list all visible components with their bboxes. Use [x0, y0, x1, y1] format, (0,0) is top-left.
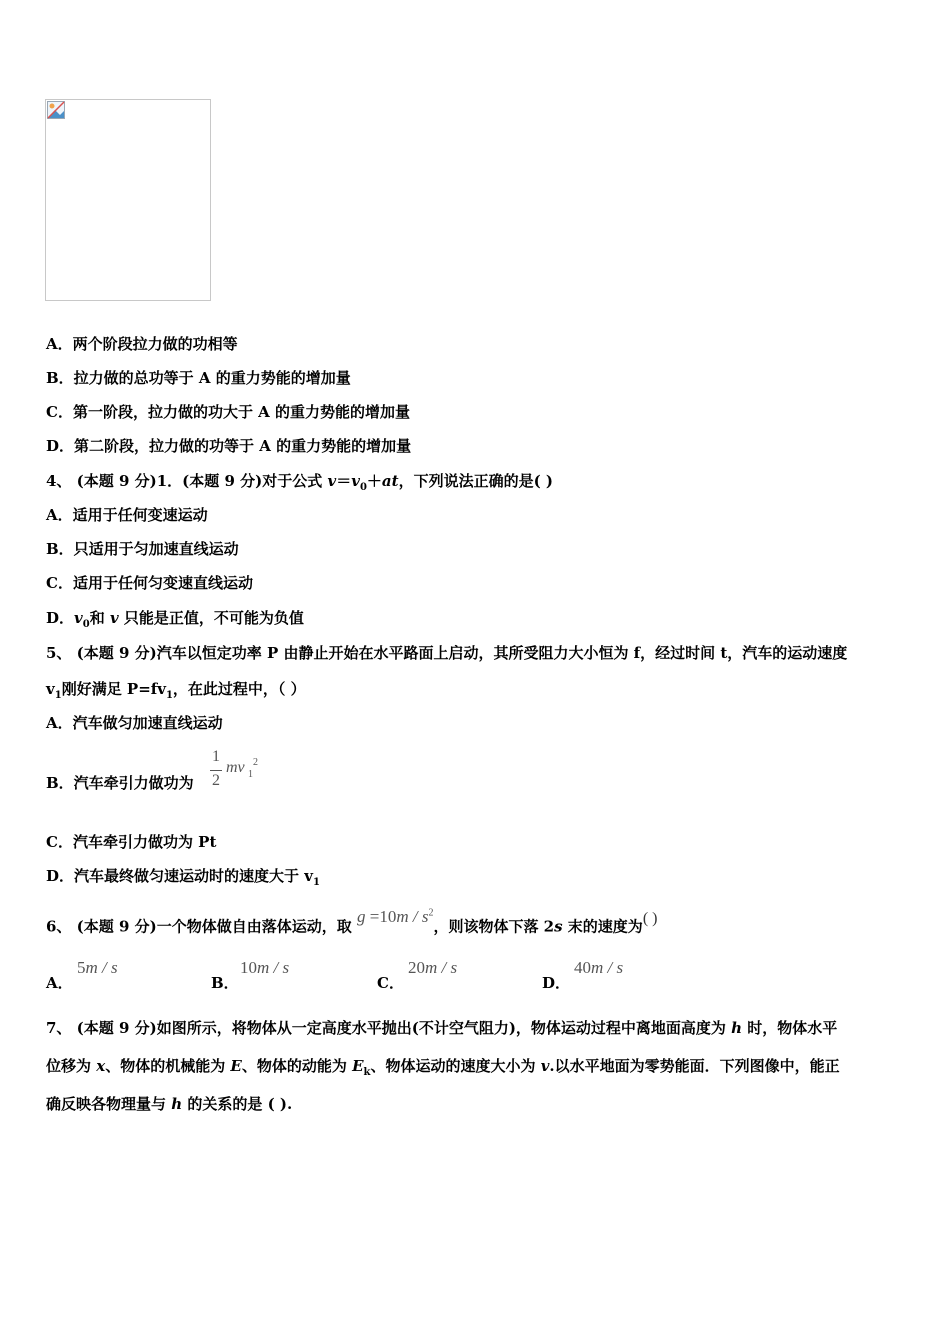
q5-option-d: D．汽车最终做匀速运动时的速度大于 $v_1$ — [46, 867, 320, 888]
q6-option-a-label: A． — [46, 974, 73, 992]
q6-option-b-label: B． — [211, 974, 239, 992]
q6-option-a-value: 5m / s — [77, 958, 118, 977]
q5-stem-line2: $v_1$刚好满足 $P=fv_1$，在此过程中，（ ） — [46, 680, 306, 701]
q5-option-b: B．汽车牵引力做功为 — [46, 774, 194, 792]
q6-option-c-label: C． — [377, 974, 404, 992]
q7-stem-line1: 7、 (本题 9 分)如图所示，将物体从一定高度水平抛出(不计空气阻力)，物体运动过程中离地面高度为 h 时，物体水平 — [46, 1019, 838, 1037]
q4-option-a: A．适用于任何变速运动 — [46, 506, 208, 524]
q3-option-b: B．拉力做的总功等于 A 的重力势能的增加量 — [46, 369, 351, 387]
q3-option-c: C．第一阶段，拉力做的功大于 A 的重力势能的增加量 — [46, 403, 411, 421]
q5-option-b-formula: 1 2 mv 1 2 — [212, 748, 258, 789]
q3-option-d: D．第二阶段，拉力做的功等于 A 的重力势能的增加量 — [46, 437, 412, 455]
q5-option-c: C．汽车牵引力做功为 Pt — [46, 833, 217, 851]
q7-stem-line2: 位移为 x、物体的机械能为 E、物体的动能为 $E_k$、物体运动的速度大小为 v.以水平地面为零势能面．下列图像中，能正 — [46, 1057, 840, 1078]
q6-stem: 6、 (本题 9 分)一个物体做自由落体运动，取 $g =10m / s^2$，则该物体下落 2s 末的速度为( ) — [46, 906, 658, 936]
broken-image-icon — [47, 101, 65, 119]
q6-option-c-value: 20m / s — [408, 958, 458, 977]
q5-option-a: A．汽车做匀加速直线运动 — [46, 714, 223, 732]
q4-option-b: B．只适用于匀加速直线运动 — [46, 540, 239, 558]
q4-option-d: D．$v_0$和 v 只能是正值，不可能为负值 — [46, 609, 304, 630]
q4-option-c: C．适用于任何匀变速直线运动 — [46, 574, 253, 592]
q7-stem-line3: 确反映各物理量与 h 的关系的是 ( ). — [46, 1095, 293, 1113]
figure-image — [45, 99, 211, 301]
q3-option-a: A．两个阶段拉力做的功相等 — [46, 335, 238, 353]
q6-option-d-label: D． — [542, 974, 571, 992]
q6-option-d-value: 40m / s — [574, 958, 624, 977]
q5-stem-line1: 5、 (本题 9 分)汽车以恒定功率 P 由静止开始在水平路面上启动，其所受阻力大小恒为 f，经过时间 t，汽车的运动速度 — [46, 644, 848, 662]
q4-stem: 4、 (本题 9 分)1．(本题 9 分)对于公式 $v=v_0+at$，下列说法正确的是( ) — [46, 472, 553, 493]
q6-option-b-value: 10m / s — [240, 958, 290, 977]
